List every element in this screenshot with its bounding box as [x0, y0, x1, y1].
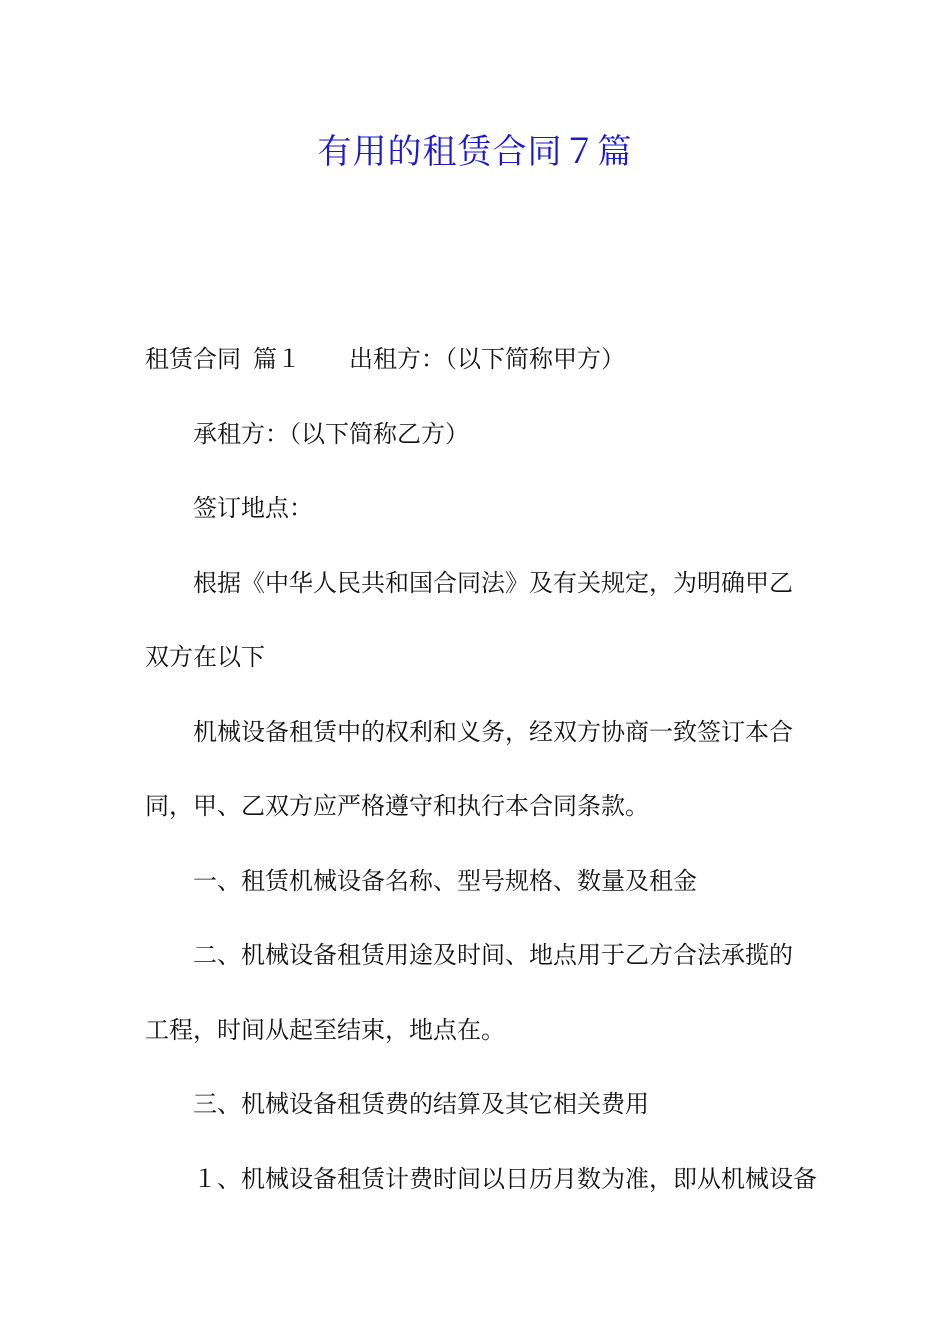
paragraph-lessee: 承租方：（以下简称乙方） — [193, 419, 469, 448]
clause-one: 一、租赁机械设备名称、型号规格、数量及租金 — [193, 866, 697, 895]
paragraph-signing-place: 签订地点： — [193, 494, 313, 522]
paragraph-contract-heading — [145, 337, 810, 412]
paragraph-rights: 机械设备租赁中的权利和义务，经双方协商一致签订本合 — [193, 717, 793, 746]
paragraph-basis-continued: 双方在以下 — [145, 643, 265, 671]
clause-three-item-one: １、机械设备租赁计费时间以日历月数为准，即从机械设备 — [193, 1164, 817, 1193]
section-number: 篇１ — [253, 345, 301, 373]
document-title: 有用的租赁合同７篇 — [317, 132, 633, 172]
section-label: 租赁合同 — [145, 345, 241, 373]
document-body — [145, 337, 817, 1231]
clause-three: 三、机械设备租赁费的结算及其它相关费用 — [193, 1090, 649, 1118]
clause-two: 二、机械设备租赁用途及时间、地点用于乙方合法承揽的 — [193, 941, 793, 969]
clause-two-continued: 工程，时间从起至结束，地点在。 — [145, 1015, 505, 1044]
paragraph-rights-continued: 同，甲、乙双方应严格遵守和执行本合同条款。 — [145, 792, 649, 820]
paragraph-basis: 根据《中华人民共和国合同法》及有关规定，为明确甲乙 — [193, 568, 793, 597]
lessor-line: 出租方：（以下简称甲方） — [349, 345, 625, 373]
